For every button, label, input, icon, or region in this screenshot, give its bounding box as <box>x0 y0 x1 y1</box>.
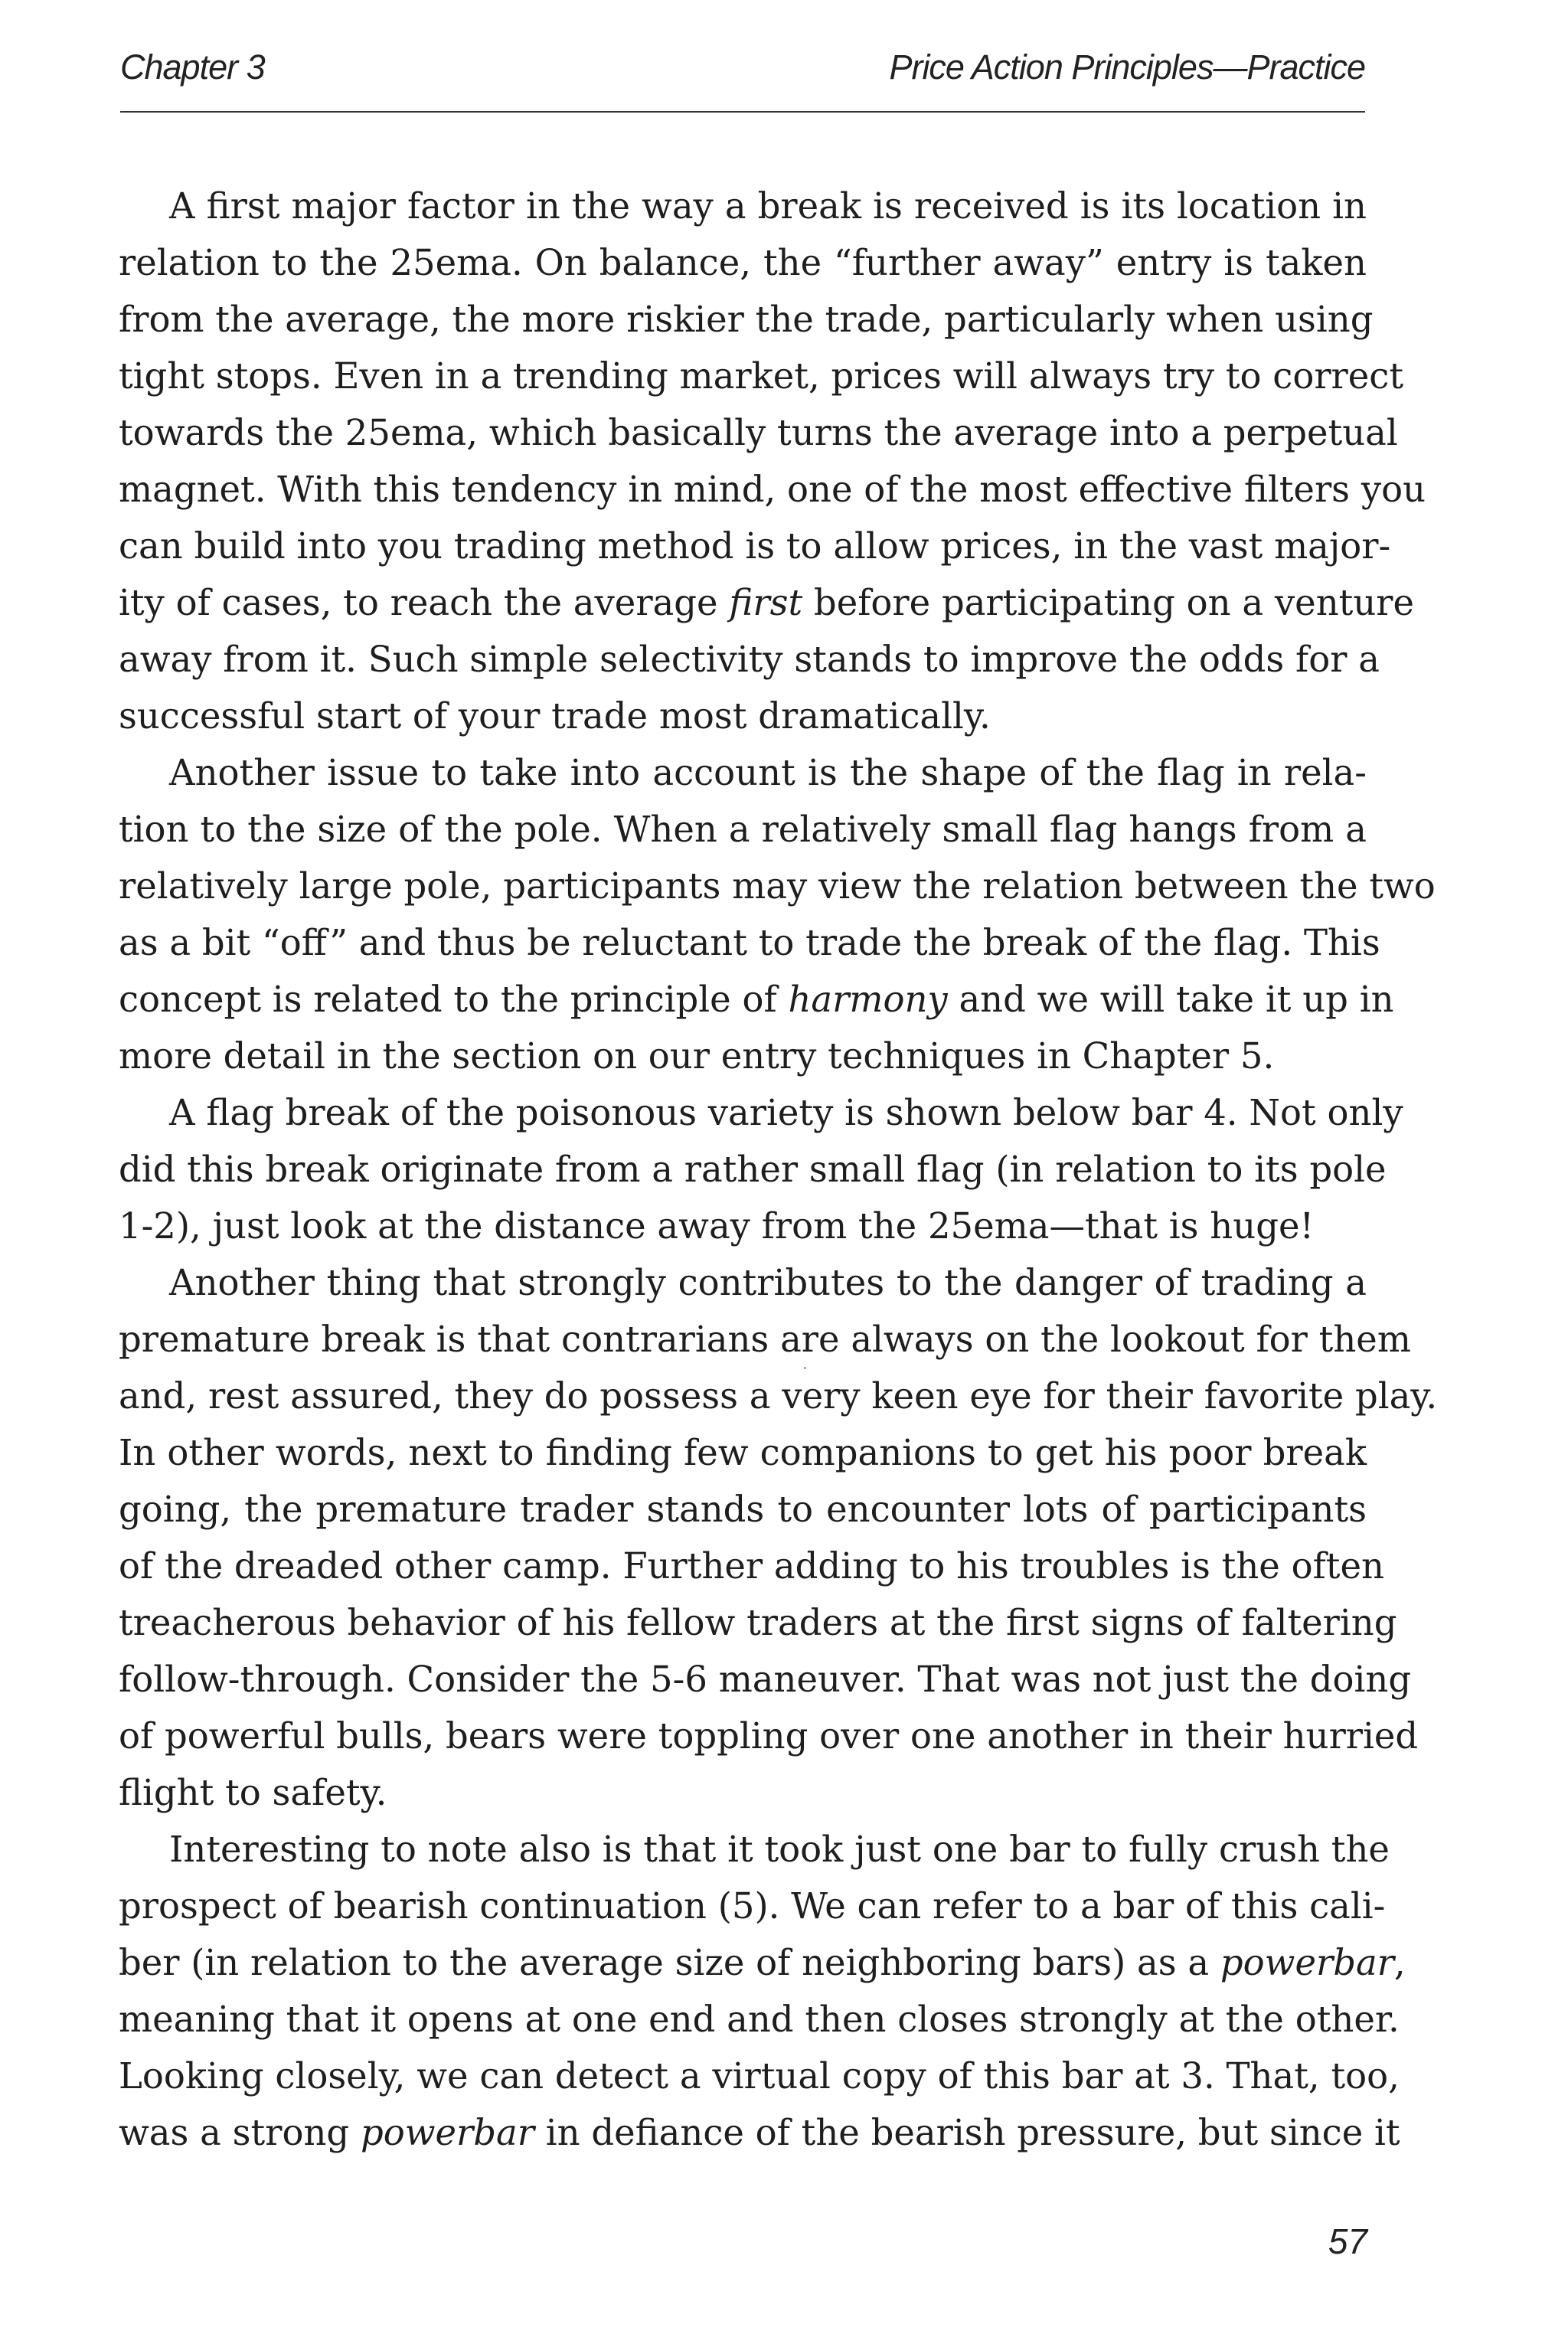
text-line: did this break originate from a rather small flag (in relation to its pole <box>119 1149 1387 1190</box>
text-line: Another issue to take into account is the shape of the flag in rela- <box>169 752 1367 793</box>
paragraph-4 <box>119 1254 1438 1821</box>
text-line: relatively large pole, participants may view the relation between the two <box>119 865 1436 907</box>
text-line: 1-2), just look at the distance away from the 25ema—that is huge! <box>119 1205 1315 1247</box>
section-title: Price Action Principles—Practice <box>889 47 1365 87</box>
paragraph-3 <box>119 1084 1403 1254</box>
text-line: tion to the size of the pole. When a relatively small flag hangs from a <box>119 809 1367 850</box>
text-line: successful start of your trade most dramatically. <box>119 695 991 737</box>
text-line: Another thing that strongly contributes to the danger of trading a <box>169 1262 1367 1303</box>
text-line: treacherous behavior of his fellow traders at the first signs of faltering <box>119 1602 1397 1643</box>
print-speck <box>804 1367 806 1369</box>
text-line: can build into you trading method is to allow prices, in the vast major- <box>119 525 1391 567</box>
text-line: flight to safety. <box>119 1772 387 1813</box>
text-line: of the dreaded other camp. Further adding to his troubles is the often <box>119 1545 1384 1587</box>
text-line: magnet. With this tendency in mind, one of the most effective filters you <box>119 469 1426 510</box>
text-line: towards the 25ema, which basically turns the average into a perpetual <box>119 412 1398 453</box>
text-line: relation to the 25ema. On balance, the “further away” entry is taken <box>119 242 1367 283</box>
body-text <box>119 178 1438 2161</box>
paragraph-5 <box>119 1821 1406 2161</box>
text-line: was a strong powerbar in defiance of the bearish pressure, but since it <box>119 2112 1400 2153</box>
text-line: follow-through. Consider the 5-6 maneuver. That was not just the doing <box>119 1659 1412 1700</box>
text-line: A first major factor in the way a break is received is its location in <box>169 185 1367 227</box>
text-line: ity of cases, to reach the average first before participating on a venture <box>119 582 1415 623</box>
text-line: more detail in the section on our entry techniques in Chapter 5. <box>119 1035 1275 1077</box>
paragraph-1 <box>119 178 1426 744</box>
text-line: In other words, next to finding few companions to get his poor break <box>119 1432 1367 1473</box>
text-line: Looking closely, we can detect a virtual copy of this bar at 3. That, too, <box>119 2055 1400 2097</box>
text-line: premature break is that contrarians are always on the lookout for them <box>119 1319 1411 1360</box>
text-line: meaning that it opens at one end and then closes strongly at the other. <box>119 1999 1400 2040</box>
text-line: away from it. Such simple selectivity stands to improve the odds for a <box>119 639 1380 680</box>
text-line: concept is related to the principle of harmony and we will take it up in <box>119 979 1394 1020</box>
paragraph-2 <box>119 744 1436 1084</box>
header-rule <box>120 111 1365 113</box>
text-line: tight stops. Even in a trending market, prices will always try to correct <box>119 355 1404 397</box>
text-line: from the average, the more riskier the trade, particularly when using <box>119 299 1374 340</box>
text-line: as a bit “off” and thus be reluctant to trade the break of the flag. This <box>119 922 1380 963</box>
running-head <box>120 47 1365 109</box>
text-line: A flag break of the poisonous variety is shown below bar 4. Not only <box>169 1092 1403 1133</box>
text-line: going, the premature trader stands to encounter lots of participants <box>119 1489 1367 1530</box>
text-line: of powerful bulls, bears were toppling over one another in their hurried <box>119 1715 1419 1757</box>
text-line: prospect of bearish continuation (5). We can refer to a bar of this cali- <box>119 1885 1386 1927</box>
text-line: Interesting to note also is that it took just one bar to fully crush the <box>169 1829 1390 1870</box>
text-line: ber (in relation to the average size of neighboring bars) as a powerbar, <box>119 1942 1406 1983</box>
page-number: 57 <box>1328 2221 1367 2261</box>
chapter-label: Chapter 3 <box>120 47 265 87</box>
text-line: and, rest assured, they do possess a very keen eye for their favorite play. <box>119 1375 1438 1417</box>
